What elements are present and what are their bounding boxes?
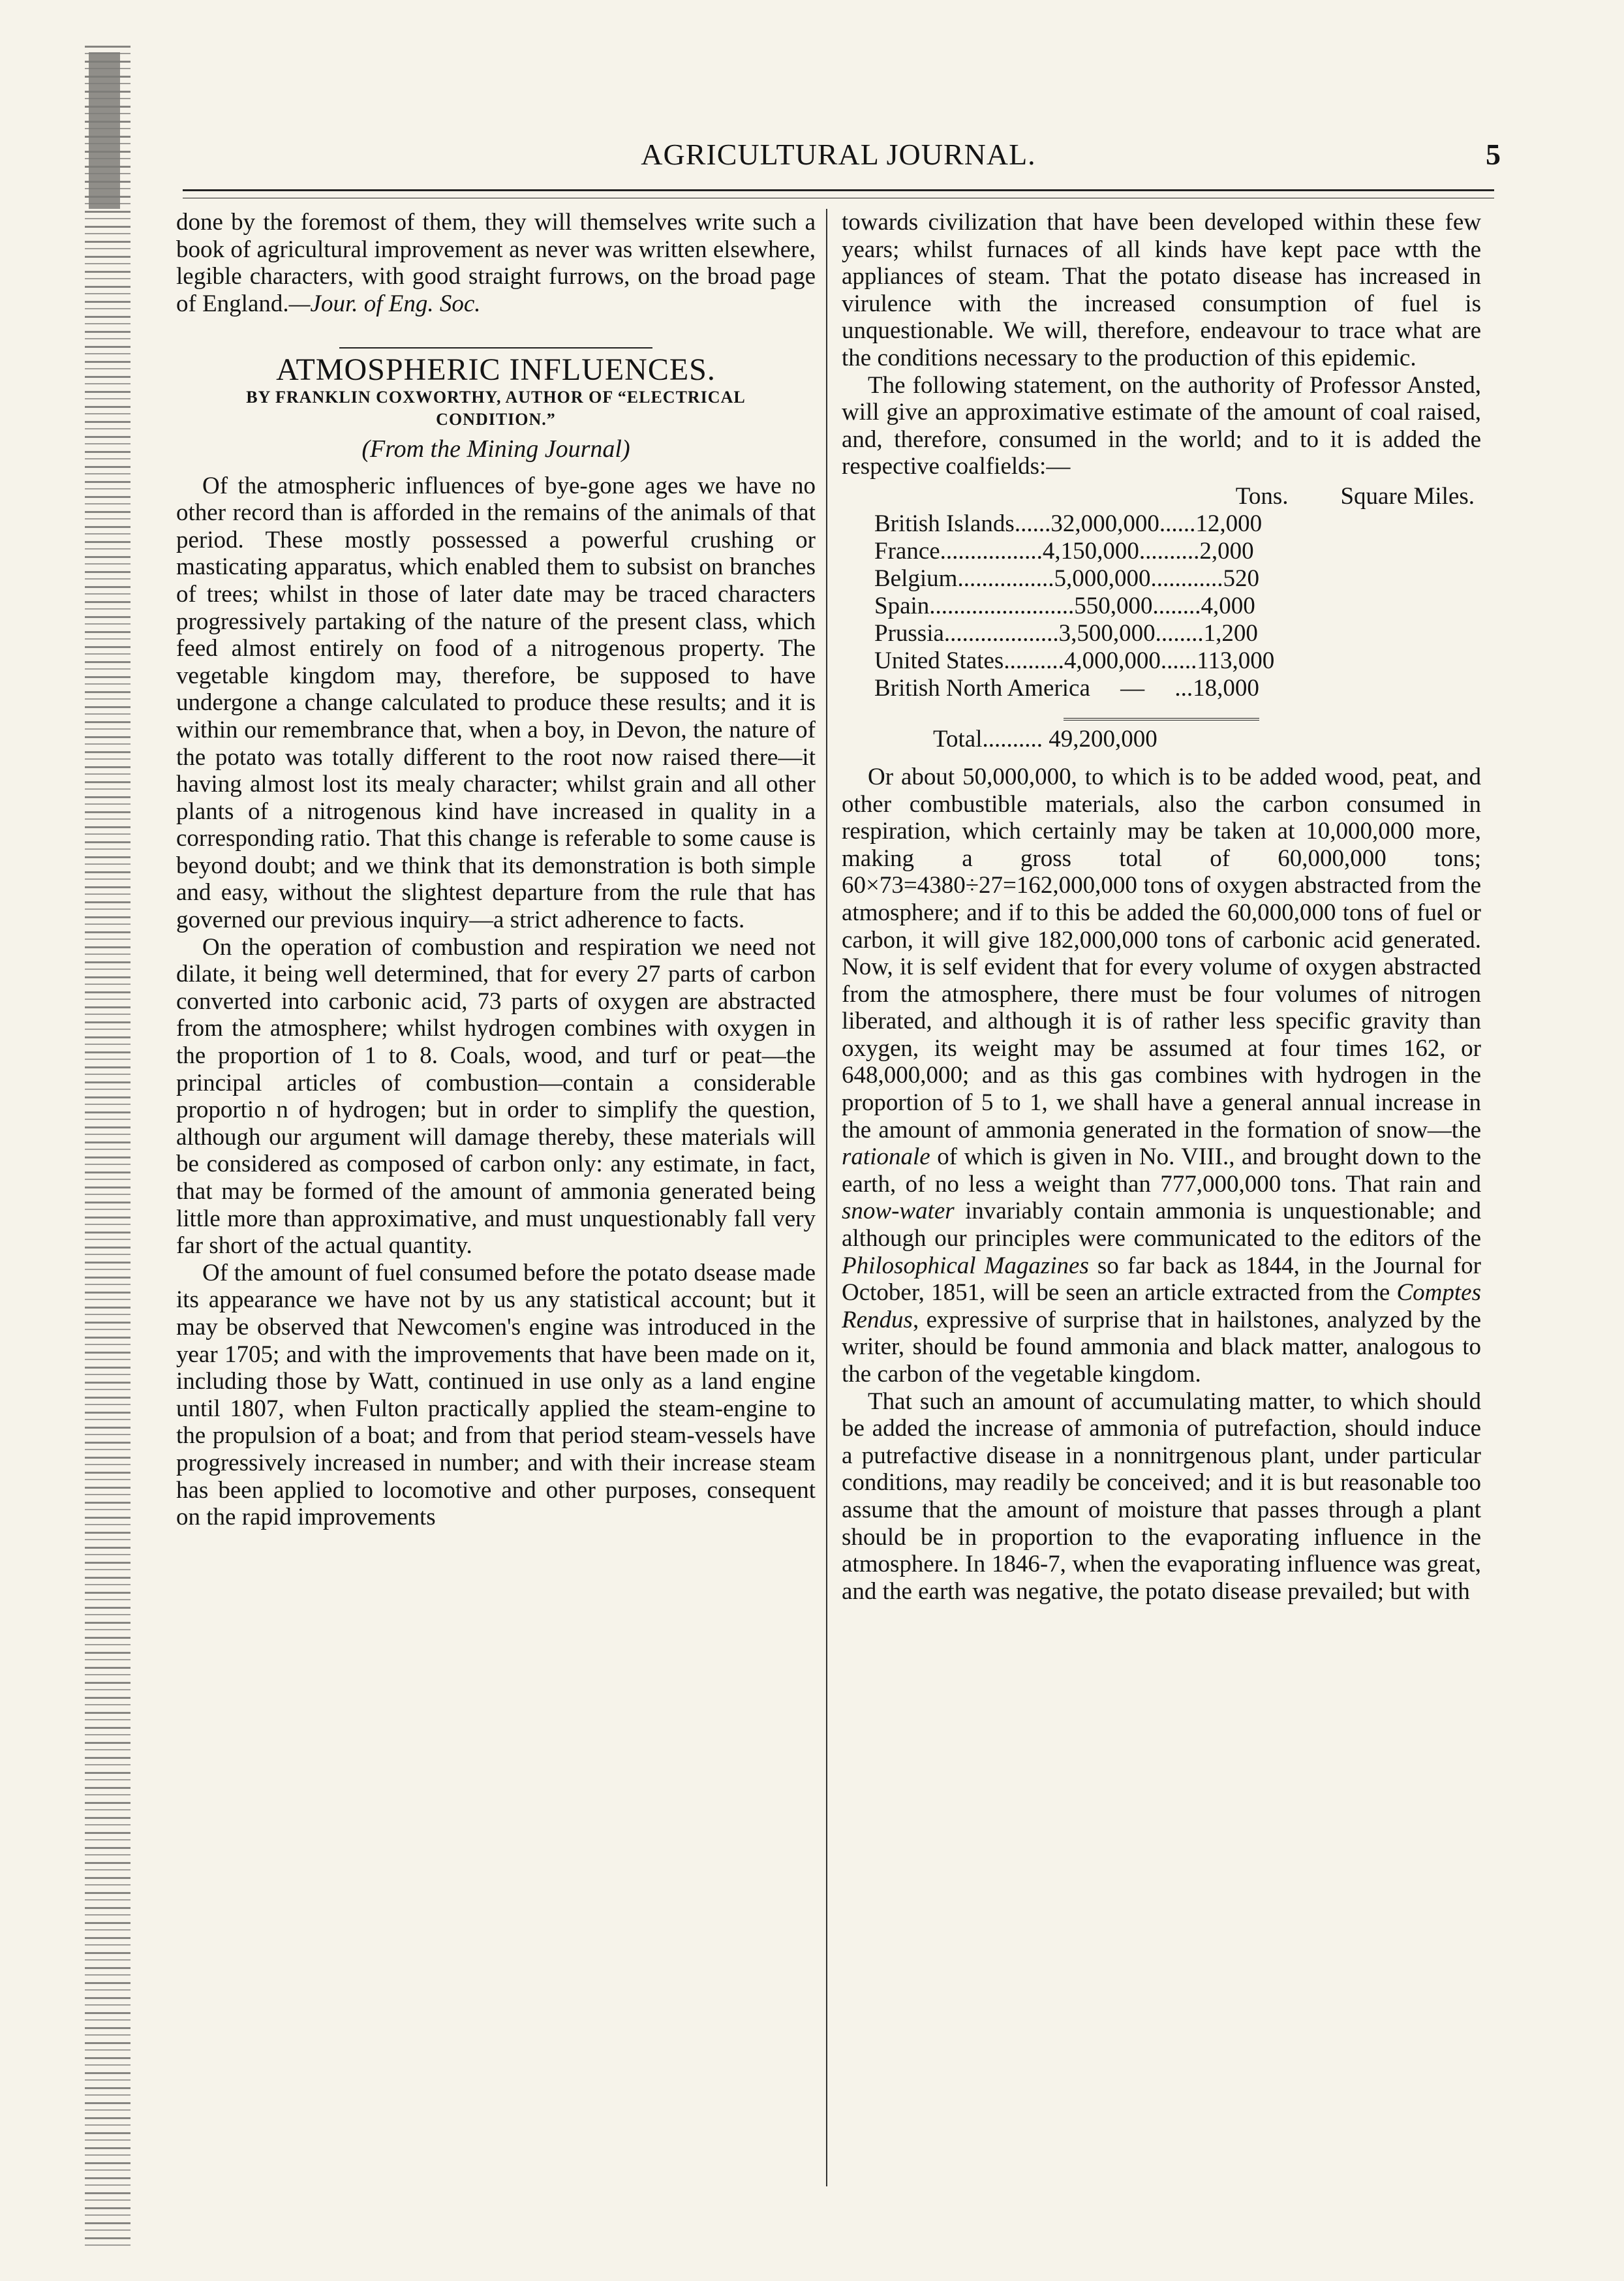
total-label: Total bbox=[933, 725, 983, 753]
header-rule bbox=[183, 189, 1494, 198]
column-divider bbox=[826, 209, 827, 2186]
journal-title: AGRICULTURAL JOURNAL. bbox=[641, 138, 1036, 171]
body-text: Or about 50,000,000, to which is to be added wood, peat, and other combustible materials, also the carbon consumed in respiration, which certainly may be taken at 10,000,000 more, making a gross total of 60,000,000 tons; 60×73=4380÷27=162,000,000 tons of oxygen abstracted from the atmosphere; and if to this be added the 60,000,000 tons of fuel or carbon, it will give 182,000,000 tons of carbonic acid generated. Now, it is self evident that for every volume of oxygen abstracted from the atmosphere, there must be four volumes of nitrogen liberated, and although it is of rather less specific gravity than oxygen, its weight may be assumed at four times 162, or 648,000,000; and as this gas combines with hydrogen in the proportion of 5 to 1, we shall have a general annual increase in the amount of ammonia generated in the formation of snow—the bbox=[842, 763, 1481, 1143]
tons-value: 4,150,000 bbox=[1042, 537, 1139, 565]
leader-dots: ........ bbox=[1155, 619, 1204, 647]
area-value: 520 bbox=[1223, 565, 1259, 592]
country-name: British Islands bbox=[874, 510, 1015, 537]
running-head bbox=[176, 137, 1501, 189]
area-value: 2,000 bbox=[1199, 537, 1254, 565]
leader-dots: ...... bbox=[1014, 510, 1051, 537]
area-value: 113,000 bbox=[1197, 647, 1275, 674]
tons-value: 4,000,000 bbox=[1064, 647, 1161, 674]
leader-space bbox=[1090, 675, 1120, 702]
area-value: 1,200 bbox=[1203, 619, 1258, 647]
coal-table-row bbox=[842, 647, 1481, 675]
leader-dots: ...... bbox=[1159, 510, 1196, 537]
coal-table-row bbox=[842, 593, 1481, 620]
body-paragraph: That such an amount of accumulating matter, to which should be added the increase of ammonia of putrefaction, should induce a putrefactive disease in a nonnitrgenous plant, under particular conditions, may readily be conceived; and it is but reasonable too assume that the amount of moisture that passes through a plant should be in proportion to the evaporating influence in the atmosphere. In 1846-7, when the evaporating influence was great, and the earth was negative, the potato disease prevailed; but with bbox=[842, 1388, 1481, 1605]
italic-term: Comptes Rendus bbox=[842, 1279, 1481, 1333]
tons-value: 32,000,000 bbox=[1050, 510, 1159, 537]
continuation-text: done by the foremost of them, they will themselves write such a book of agricultural improvement as never was written elsewhere, legible characters, with good straight furrows, on the broad page of England. bbox=[176, 209, 816, 317]
area-column-header: Square Miles. bbox=[1340, 482, 1475, 510]
section-rule bbox=[339, 347, 652, 349]
leader-dots: ...... bbox=[1160, 647, 1197, 674]
body-paragraph bbox=[842, 764, 1481, 1388]
page-binding-edge bbox=[85, 46, 130, 2252]
leader-dots: .......... bbox=[1139, 537, 1200, 565]
italic-term: rationale bbox=[842, 1143, 930, 1171]
body-paragraph: On the operation of combustion and respiration we need not dilate, it being well determined, that for every 27 parts of carbon converted into carbonic acid, 73 parts of oxygen are abstracted from the atmosphere; whilst hydrogen combines with oxygen in the proportion of 1 to 8. Coals, wood, and turf or peat—the principal articles of combustion—contain a considerable proportio n of hydrogen; but in order to simplify the question, although our argument will damage thereby, these materials will be considered as composed of carbon only: any estimate, in fact, that may be formed of the amount of ammonia generated being little more than approximative, and must unquestionably fall very far short of the actual quantity. bbox=[176, 933, 816, 1260]
body-text: , expressive of surprise that in hailstones, analyzed by the writer, should be found ammonia and black matter, analogous to the carbon of the vegetable kingdom. bbox=[842, 1306, 1481, 1388]
tons-value: 550,000 bbox=[1074, 592, 1153, 619]
continuation-paragraph bbox=[176, 209, 816, 317]
italic-term: Philosophical Magazines bbox=[842, 1252, 1089, 1279]
coal-table-row bbox=[842, 620, 1481, 647]
body-paragraph: towards civilization that have been developed within these few years; whilst furnaces of all kinds have kept pace wtth the appliances of steam. That the potato disease has increased in virulence with the increased consumption of fuel is unquestionable. We will, therefore, endeavour to trace what are the conditions necessary to the production of this epidemic. bbox=[842, 209, 1481, 371]
country-name: United States bbox=[874, 647, 1004, 674]
tons-value: 5,000,000 bbox=[1054, 565, 1151, 592]
continuation-source: —Jour. of Eng. Soc. bbox=[288, 290, 481, 317]
italic-term: snow-water bbox=[842, 1198, 955, 1225]
tons-value: 3,500,000 bbox=[1058, 619, 1156, 647]
body-paragraph: Of the amount of fuel consumed before the potato dsease made its appearance we have not by us any statistical account; but it may be observed that Newcomen's engine was introduced in the year 1705; and with the improvements that have been made on it, including those by Watt, continued in use only as a land engine until 1807, when Fulton practically applied the steam-engine to the propulsion of a boat; and from that period steam-vessels have progressively increased in number; and with their increase steam has been applied to locomotive and other purposes, consequent on the rapid improvements bbox=[176, 1259, 816, 1531]
tons-value: — bbox=[1120, 674, 1145, 702]
coal-table-row bbox=[842, 565, 1481, 593]
leader-dots: ............ bbox=[1150, 565, 1223, 592]
right-column bbox=[842, 209, 1481, 2193]
article-source: (From the Mining Journal) bbox=[361, 435, 630, 463]
ink-blot bbox=[89, 52, 120, 209]
left-column bbox=[176, 209, 816, 2193]
area-value: 4,000 bbox=[1201, 592, 1255, 619]
country-name: France bbox=[874, 537, 940, 565]
total-rule bbox=[1064, 718, 1259, 721]
coal-table-row bbox=[842, 538, 1481, 565]
leader-dots: ........................ bbox=[929, 592, 1075, 619]
leader-dots: ................... bbox=[943, 619, 1059, 647]
leader-dots: ................. bbox=[940, 537, 1043, 565]
body-paragraph: The following statement, on the authority of Professor Ansted, will give an approximative estimate of the amount of coal raised, and, therefore, consumed in the world; and to it is added the respective coalfields:— bbox=[842, 371, 1481, 480]
coal-table-total bbox=[842, 726, 1481, 753]
leader-dots: ........ bbox=[1152, 592, 1201, 619]
article-byline: BY FRANKLIN COXWORTHY, AUTHOR OF “ELECTRICAL CONDITION.” bbox=[246, 387, 746, 429]
area-value: 18,000 bbox=[1193, 674, 1259, 702]
article-title: ATMOSPHERIC INFLUENCES. bbox=[276, 352, 716, 388]
total-value: 49,200,000 bbox=[1043, 725, 1157, 753]
coal-table-row bbox=[842, 675, 1481, 702]
coal-table-header bbox=[842, 483, 1481, 510]
leader-dots: ... bbox=[1144, 674, 1193, 702]
page-number: 5 bbox=[1486, 138, 1501, 171]
tons-column-header: Tons. bbox=[1235, 482, 1289, 510]
country-name: Prussia bbox=[874, 619, 944, 647]
coal-table bbox=[842, 483, 1481, 753]
leader-dots: .......... bbox=[1004, 647, 1064, 674]
leader-dots: ................ bbox=[957, 565, 1054, 592]
leader-dots: .......... bbox=[982, 725, 1043, 753]
country-name: Belgium bbox=[874, 565, 958, 592]
country-name: British North America bbox=[874, 674, 1090, 702]
coal-table-row bbox=[842, 510, 1481, 538]
body-text: so far back as 1844, in the Journal for October, 1851, will be seen an article extracted from the bbox=[842, 1252, 1481, 1307]
country-name: Spain bbox=[874, 592, 930, 619]
area-value: 12,000 bbox=[1195, 510, 1263, 537]
body-text: invariably contain ammonia is unquestionable; and although our principles were communicated to the editors of the bbox=[842, 1198, 1481, 1252]
body-paragraph: Of the atmospheric influences of bye-gone ages we have no other record than is afforded in the remains of the animals of that period. These mostly possessed a powerful crushing or masticating apparatus, which enabled them to subsist on branches of trees; whilst in those of later date may be traced characters progressively partaking of the nature of the present class, which feed almost entirely on food of a nitrogenous property. The vegetable kingdom may, therefore, be supposed to have undergone a change calculated to produce these results; and it is within our remembrance that, when a boy, in Devon, the nature of the potato was totally different to the root now raised there—it having almost lost its mealy character; whilst grain and all other plants of a nitrogenous kind have increased in quality in a corresponding ratio. That this change is referable to some cause is beyond doubt; and we think that its demonstration is both simple and easy, without the slightest departure from the rule that has governed our previous inquiry—a strict adherence to facts. bbox=[176, 472, 816, 934]
body-text: of which is given in No. VIII., and brought down to the earth, of no less a weight than 777,000,000 tons. That rain and bbox=[842, 1143, 1481, 1198]
